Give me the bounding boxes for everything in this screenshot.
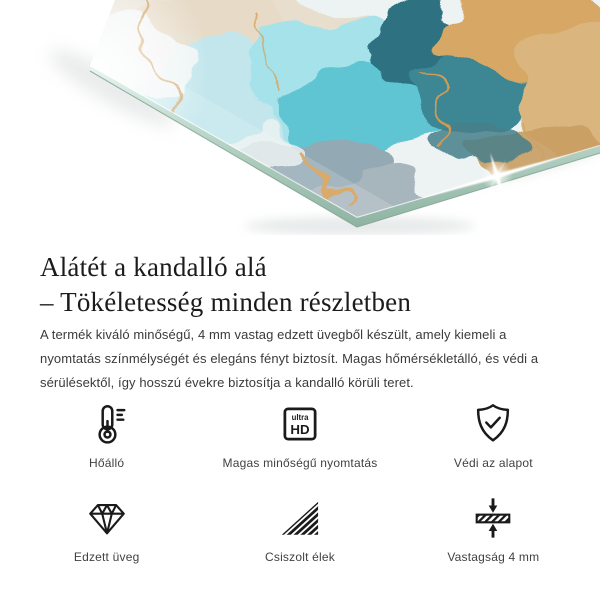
feature-tempered-glass [10,492,203,564]
diamond-icon [84,492,130,544]
feature-print-quality [203,398,396,470]
sparkle-glow [481,160,513,192]
svg-text:HD: HD [290,422,310,438]
page-title [40,250,411,320]
feature-label: Edzett üveg [73,550,140,564]
feature-polished-edges [203,492,396,564]
thickness-icon [470,492,516,544]
feature-label: Magas minőségű nyomtatás [222,456,378,470]
thermometer-icon [84,398,130,450]
title-line-2: – Tökéletesség minden részletben [40,287,412,318]
feature-label: Védi az alapot [453,456,533,470]
polished-edges-icon [277,492,323,544]
title-line-1: Alátét a kandalló alá [40,252,267,283]
feature-protects-base [397,398,590,470]
feature-label: Vastagság 4 mm [447,550,540,564]
svg-text:ultra: ultra [291,412,309,422]
features-grid [10,398,590,564]
feature-thickness [397,492,590,564]
feature-label: Csiszolt élek [265,550,335,564]
feature-heat-resistant [10,398,203,470]
shield-check-icon [470,398,516,450]
feature-label: Hőálló [89,456,125,470]
product-photo [0,0,600,235]
glass-panel-image [0,0,600,235]
product-description: A termék kiváló minőségű, 4 mm vastag edzett üvegből készült, amely kiemeli a nyomtatás színmélységét és elegáns fényt biztosít. Magas hőmérsékletálló, és védi a sérülésektől, így hosszú évekre biztosítja a kandalló körüli teret. [40,327,539,390]
glass-face-artwork [0,0,600,235]
ultra-hd-icon [278,398,322,450]
